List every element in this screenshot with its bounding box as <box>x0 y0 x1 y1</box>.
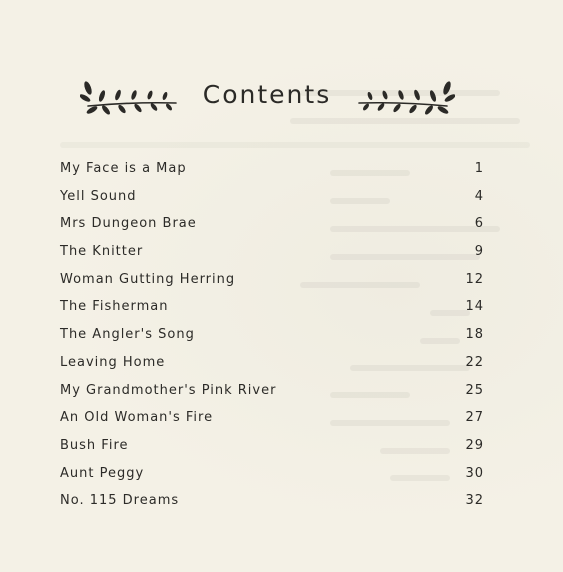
entry-title: The Fisherman <box>60 299 169 315</box>
entry-page-number: 9 <box>474 244 484 260</box>
laurel-branch-icon <box>80 76 180 116</box>
entry-title: My Grandmother's Pink River <box>60 382 277 398</box>
entry-page-number: 18 <box>465 327 484 343</box>
toc-entry[interactable] <box>60 298 484 326</box>
entry-page-number: 30 <box>465 465 484 481</box>
toc-entry[interactable] <box>60 492 484 520</box>
toc-entry[interactable] <box>60 243 484 271</box>
entry-title: Bush Fire <box>60 437 129 453</box>
toc-entry[interactable] <box>60 215 484 243</box>
entry-title: My Face is a Map <box>60 161 187 176</box>
toc-entry[interactable] <box>60 188 484 216</box>
table-of-contents <box>60 160 484 520</box>
contents-header <box>80 70 460 120</box>
entry-page-number: 12 <box>465 271 484 287</box>
entry-page-number: 27 <box>465 410 484 426</box>
entry-title: Mrs Dungeon Brae <box>60 216 197 232</box>
entry-page-number: 29 <box>465 437 484 453</box>
laurel-branch-icon <box>355 76 455 116</box>
entry-title: No. 115 Dreams <box>60 493 180 509</box>
toc-entry[interactable] <box>60 465 484 493</box>
entry-title: Aunt Peggy <box>60 465 145 481</box>
entry-page-number: 32 <box>465 493 484 509</box>
toc-entry[interactable] <box>60 326 484 354</box>
toc-entry[interactable] <box>60 409 484 437</box>
entry-title: The Angler's Song <box>60 327 195 343</box>
toc-entry[interactable] <box>60 271 484 299</box>
entry-page-number: 22 <box>465 354 484 370</box>
entry-page-number: 14 <box>465 299 484 315</box>
entry-title: An Old Woman's Fire <box>60 410 214 426</box>
entry-title: Leaving Home <box>60 354 166 370</box>
entry-page-number: 4 <box>474 188 484 204</box>
entry-page-number: 6 <box>474 216 484 232</box>
page-title: Contents <box>202 80 332 109</box>
entry-title: The Knitter <box>60 244 144 260</box>
entry-page-number: 25 <box>465 382 484 398</box>
toc-entry[interactable] <box>60 354 484 382</box>
toc-entry[interactable] <box>60 382 484 410</box>
toc-entry[interactable] <box>60 437 484 465</box>
entry-page-number: 1 <box>474 161 484 176</box>
entry-title: Woman Gutting Herring <box>60 271 236 287</box>
entry-title: Yell Sound <box>60 188 137 204</box>
toc-entry[interactable] <box>60 160 484 188</box>
